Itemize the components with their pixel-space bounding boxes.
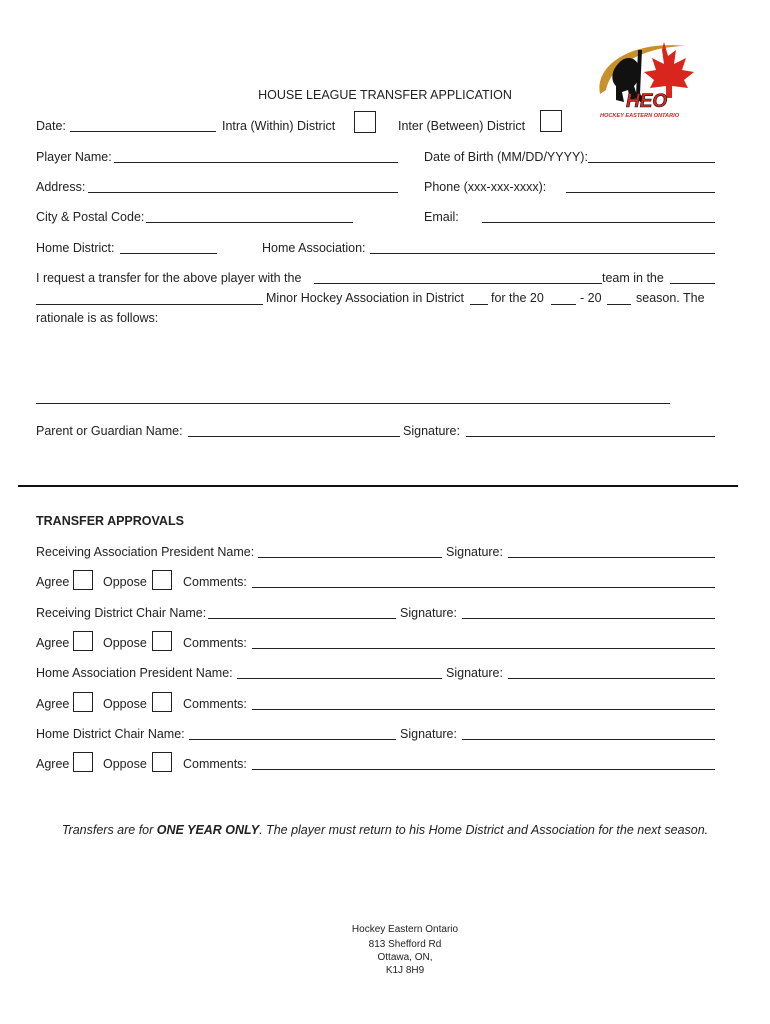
parent-name-label: Parent or Guardian Name: bbox=[36, 424, 183, 438]
team-in-field[interactable] bbox=[670, 283, 715, 284]
home-chair-signature-label: Signature: bbox=[400, 727, 457, 741]
agree-label: Agree bbox=[36, 697, 70, 711]
home-president-field[interactable] bbox=[237, 678, 442, 679]
address-field[interactable] bbox=[88, 192, 398, 193]
home-president-oppose-checkbox[interactable] bbox=[152, 692, 172, 712]
request-text-2: team in the bbox=[602, 271, 664, 285]
request-text-5: - 20 bbox=[580, 291, 602, 305]
parent-name-field[interactable] bbox=[188, 436, 400, 437]
dob-label: Date of Birth (MM/DD/YYYY): bbox=[424, 150, 588, 164]
approvals-heading: TRANSFER APPROVALS bbox=[36, 514, 184, 528]
dob-field[interactable] bbox=[588, 162, 715, 163]
heo-logo-graphic bbox=[594, 34, 706, 120]
player-name-field[interactable] bbox=[114, 162, 398, 163]
inter-district-label: Inter (Between) District bbox=[398, 119, 526, 133]
footer-street: 813 Shefford Rd bbox=[368, 939, 442, 950]
receiving-chair-oppose-checkbox[interactable] bbox=[152, 631, 172, 651]
intra-district-label: Intra (Within) District bbox=[222, 119, 336, 133]
date-field[interactable] bbox=[70, 131, 216, 132]
season-start-field[interactable] bbox=[551, 304, 576, 305]
home-district-field[interactable] bbox=[120, 253, 217, 254]
receiving-chair-signature-label: Signature: bbox=[400, 606, 457, 620]
home-president-comments-field[interactable] bbox=[252, 709, 715, 710]
season-end-field[interactable] bbox=[607, 304, 631, 305]
receiving-president-oppose-checkbox[interactable] bbox=[152, 570, 172, 590]
oppose-label: Oppose bbox=[103, 636, 147, 650]
agree-label: Agree bbox=[36, 757, 70, 771]
oppose-label: Oppose bbox=[103, 697, 147, 711]
phone-label: Phone (xxx-xxx-xxxx): bbox=[424, 180, 547, 194]
date-label: Date: bbox=[36, 119, 66, 133]
home-chair-label: Home District Chair Name: bbox=[36, 727, 185, 741]
comments-label: Comments: bbox=[183, 697, 247, 711]
parent-signature-label: Signature: bbox=[403, 424, 460, 438]
receiving-chair-label: Receiving District Chair Name: bbox=[36, 606, 207, 620]
oppose-label: Oppose bbox=[103, 757, 147, 771]
intra-district-checkbox[interactable] bbox=[354, 111, 376, 133]
player-name-label: Player Name: bbox=[36, 150, 112, 164]
home-president-label: Home Association President Name: bbox=[36, 666, 233, 680]
request-text-7: rationale is as follows: bbox=[36, 311, 159, 325]
rationale-field[interactable] bbox=[36, 403, 670, 404]
note-text-post: . The player must return to his Home District and Association for the next season. bbox=[259, 823, 709, 837]
city-postal-field[interactable] bbox=[146, 222, 353, 223]
page-title: HOUSE LEAGUE TRANSFER APPLICATION bbox=[258, 88, 512, 102]
home-chair-field[interactable] bbox=[189, 739, 396, 740]
receiving-president-signature-label: Signature: bbox=[446, 545, 503, 559]
home-president-signature-label: Signature: bbox=[446, 666, 503, 680]
receiving-chair-field[interactable] bbox=[208, 618, 396, 619]
request-text-6: season. The bbox=[636, 291, 705, 305]
home-president-agree-checkbox[interactable] bbox=[73, 692, 93, 712]
home-chair-signature-field[interactable] bbox=[462, 739, 715, 740]
receiving-president-field[interactable] bbox=[258, 557, 442, 558]
section-divider bbox=[18, 485, 738, 487]
receiving-president-signature-field[interactable] bbox=[508, 557, 715, 558]
agree-label: Agree bbox=[36, 575, 70, 589]
request-text-1: I request a transfer for the above player with the bbox=[36, 271, 302, 285]
home-chair-agree-checkbox[interactable] bbox=[73, 752, 93, 772]
city-postal-label: City & Postal Code: bbox=[36, 210, 145, 224]
oppose-label: Oppose bbox=[103, 575, 147, 589]
home-association-label: Home Association: bbox=[262, 241, 366, 255]
comments-label: Comments: bbox=[183, 636, 247, 650]
footer-org-name: Hockey Eastern Ontario bbox=[351, 924, 459, 935]
email-label: Email: bbox=[424, 210, 459, 224]
note-text-pre: Transfers are for bbox=[61, 823, 157, 837]
home-president-signature-field[interactable] bbox=[508, 678, 715, 679]
receiving-chair-comments-field[interactable] bbox=[252, 648, 715, 649]
request-text-3: Minor Hockey Association in District bbox=[266, 291, 464, 305]
receiving-president-comments-field[interactable] bbox=[252, 587, 715, 588]
note-text-bold: ONE YEAR ONLY bbox=[156, 823, 260, 837]
receiving-chair-agree-checkbox[interactable] bbox=[73, 631, 93, 651]
footer-city: Ottawa, ON, bbox=[377, 952, 433, 963]
home-association-field[interactable] bbox=[370, 253, 715, 254]
agree-label: Agree bbox=[36, 636, 70, 650]
transfer-note bbox=[0, 823, 770, 837]
association-field[interactable] bbox=[36, 304, 263, 305]
footer-postal-code: K1J 8H9 bbox=[385, 965, 425, 976]
district-number-field[interactable] bbox=[470, 304, 488, 305]
logo-text: HEO bbox=[626, 91, 668, 112]
address-label: Address: bbox=[36, 180, 86, 194]
home-chair-oppose-checkbox[interactable] bbox=[152, 752, 172, 772]
request-text-4: for the 20 bbox=[491, 291, 544, 305]
email-field[interactable] bbox=[482, 222, 715, 223]
inter-district-checkbox[interactable] bbox=[540, 110, 562, 132]
home-district-label: Home District: bbox=[36, 241, 115, 255]
comments-label: Comments: bbox=[183, 757, 247, 771]
logo-subtext: HOCKEY EASTERN ONTARIO bbox=[600, 113, 680, 119]
heo-logo bbox=[594, 34, 706, 125]
receiving-chair-signature-field[interactable] bbox=[462, 618, 715, 619]
comments-label: Comments: bbox=[183, 575, 247, 589]
team-field[interactable] bbox=[314, 283, 602, 284]
phone-field[interactable] bbox=[566, 192, 715, 193]
receiving-president-label: Receiving Association President Name: bbox=[36, 545, 255, 559]
receiving-president-agree-checkbox[interactable] bbox=[73, 570, 93, 590]
home-chair-comments-field[interactable] bbox=[252, 769, 715, 770]
parent-signature-field[interactable] bbox=[466, 436, 715, 437]
